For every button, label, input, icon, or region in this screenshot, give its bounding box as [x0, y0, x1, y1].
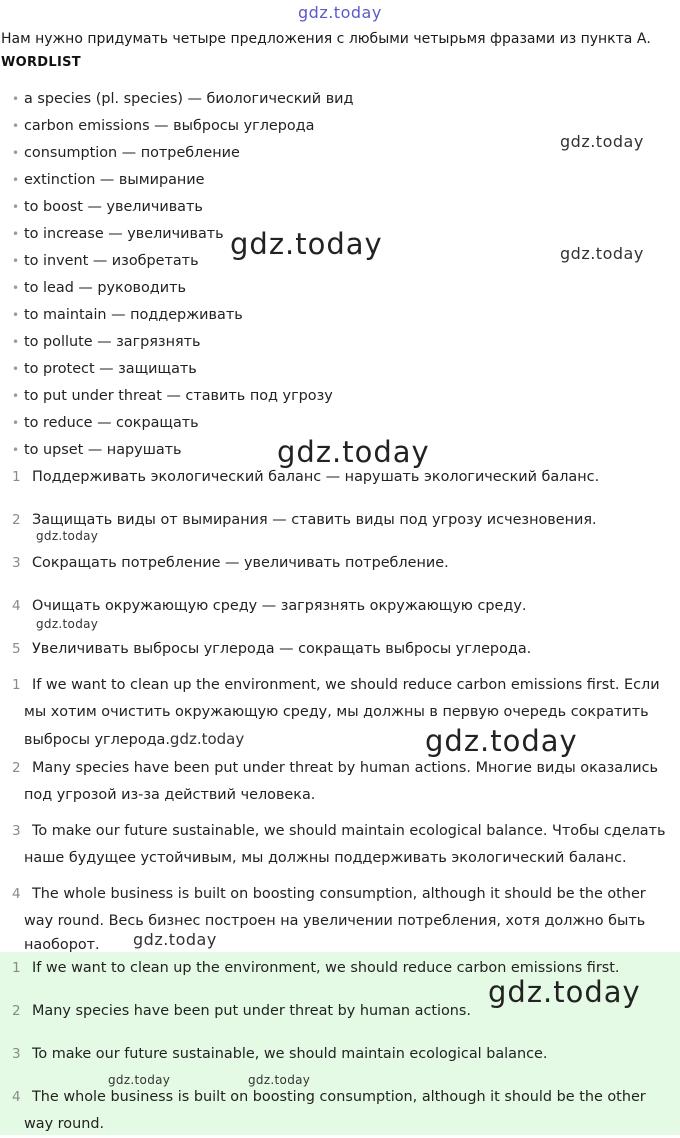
answer-item: 3 To make our future sustainable, we should maintain ecological balance. [12, 1046, 548, 1062]
bullet-icon: • [12, 389, 20, 403]
phrase-item: 4 Очищать окружающую среду — загрязнять окружающую среду. [12, 598, 527, 614]
watermark: gdz.today [230, 227, 383, 261]
watermark: gdz.today [36, 617, 99, 631]
bullet-icon: • [12, 200, 20, 214]
wordlist-item: • extinction — вымирание [12, 172, 205, 188]
watermark: gdz.today [298, 3, 382, 22]
bullet-icon: • [12, 173, 20, 187]
bullet-icon: • [12, 254, 20, 268]
wordlist-item: • to protect — защищать [12, 361, 197, 377]
wordlist-item: • to put under threat — ставить под угрозу [12, 388, 333, 404]
sentence-item: 1 If we want to clean up the environment, we should reduce carbon emissions first. Если мы хотим очистить окружающую среду, мы должны в первую очередь сократить выбросы углерода.gdz.today [12, 677, 660, 748]
intro-text: Нам нужно придумать четыре предложения с любыми четырьмя фразами из пункта А. [1, 31, 651, 47]
answer-item: 1 If we want to clean up the environment, we should reduce carbon emissions first. [12, 960, 620, 976]
bullet-icon: • [12, 146, 20, 160]
wordlist-item: • consumption — потребление [12, 145, 240, 161]
watermark: gdz.today [425, 724, 578, 758]
wordlist-item: • to pollute — загрязнять [12, 334, 201, 350]
bullet-icon: • [12, 119, 20, 133]
wordlist-item: • carbon emissions — выбросы углерода [12, 118, 315, 134]
watermark: gdz.today [248, 1073, 311, 1087]
bullet-icon: • [12, 308, 20, 322]
watermark: gdz.today [36, 529, 99, 543]
watermark: gdz.today [560, 244, 644, 263]
bullet-icon: • [12, 227, 20, 241]
phrase-item: 5 Увеличивать выбросы углерода — сокращать выбросы углерода. [12, 641, 532, 657]
wordlist-item: • to boost — увеличивать [12, 199, 203, 215]
bullet-icon: • [12, 335, 20, 349]
sentence-item: 4 The whole business is built on boosting consumption, although it should be the other way round. Весь бизнес построен на увеличении потребления, хотя должно быть наоборот. [12, 886, 646, 953]
bullet-icon: • [12, 416, 20, 430]
phrase-item: 2 Защищать виды от вымирания — ставить виды под угрозу исчезновения. [12, 512, 597, 528]
answer-item: 4 The whole business is built on boosting consumption, although it should be the other way round. [12, 1089, 646, 1132]
wordlist-item: • to reduce — сокращать [12, 415, 199, 431]
wordlist-item: • to upset — нарушать [12, 442, 182, 458]
watermark: gdz.today [133, 930, 217, 949]
phrase-item: 3 Сокращать потребление — увеличивать потребление. [12, 555, 449, 571]
phrase-item: 1 Поддерживать экологический баланс — нарушать экологический баланс. [12, 469, 600, 485]
watermark: gdz.today [277, 435, 430, 469]
watermark: gdz.today [169, 730, 245, 748]
wordlist-item: • to lead — руководить [12, 280, 186, 296]
wordlist-item: • a species (pl. species) — биологический вид [12, 91, 354, 107]
bullet-icon: • [12, 281, 20, 295]
wordlist-title: WORDLIST [1, 55, 81, 70]
watermark: gdz.today [488, 975, 641, 1009]
bullet-icon: • [12, 92, 20, 106]
bullet-icon: • [12, 362, 20, 376]
wordlist-item: • to maintain — поддерживать [12, 307, 243, 323]
wordlist-item: • to increase — увеличивать [12, 226, 224, 242]
wordlist-item: • to invent — изобретать [12, 253, 199, 269]
sentence-item: 2 Many species have been put under threat by human actions. Многие виды оказались под угрозой из-за действий человека. [12, 760, 658, 803]
watermark: gdz.today [108, 1073, 171, 1087]
bullet-icon: • [12, 443, 20, 457]
answer-item: 2 Many species have been put under threat by human actions. [12, 1003, 471, 1019]
watermark: gdz.today [560, 132, 644, 151]
sentence-item: 3 To make our future sustainable, we should maintain ecological balance. Чтобы сделать наше будущее устойчивым, мы должны поддерживать экологический баланс. [12, 823, 666, 866]
